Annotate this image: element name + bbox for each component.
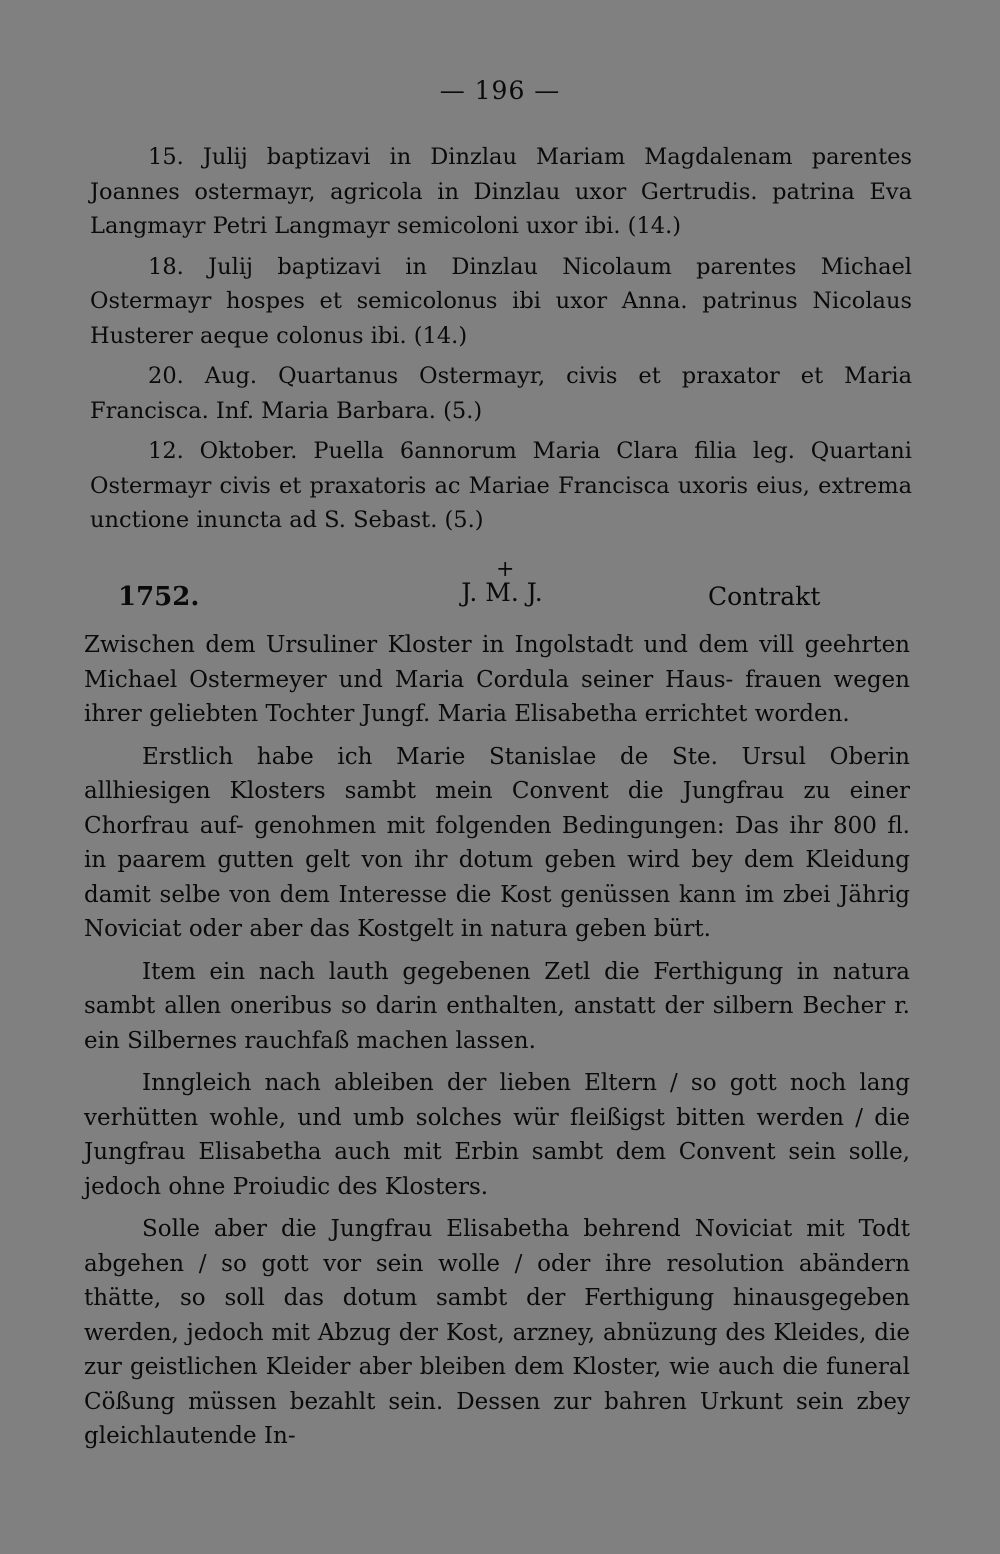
register-entry-july-15: 15. Julij baptizavi in Dinzlau Mariam Magdalenam parentes Joannes ostermayr, agricola in Dinzlau uxor Gertrudis. patrina Eva Langmayr Petri Langmayr semicoloni uxor ibi. (14.) — [90, 144, 912, 239]
register-entry-aug-20: 20. Aug. Quartanus Ostermayr, civis et praxator et Maria Francisca. Inf. Maria Barbara. (5.) — [90, 363, 912, 424]
baptism-register-entries — [90, 140, 912, 544]
cross-mark: + — [496, 557, 515, 582]
register-entry-oct-12: 12. Oktober. Puella 6annorum Maria Clara filia leg. Quartani Ostermayr civis et praxatoris ac Mariae Francisca uxoris eius, extrema unctione inuncta ad S. Sebast. (5.) — [90, 438, 912, 533]
heading-monogram — [452, 557, 552, 607]
contract-paragraph-intro: Zwischen dem Ursuliner Kloster in Ingolstadt und dem vill geehrten Michael Ostermeyer und Maria Cordula seiner Haus- frauen wegen ihrer geliebten Tochter Jungf. Maria Elisabetha errichtet worden. — [84, 632, 910, 727]
heading-contract-label: Contrakt — [708, 582, 821, 611]
contract-heading — [90, 557, 912, 620]
contract-paragraph-novitiate: Solle aber die Jungfrau Elisabetha behrend Noviciat mit Todt abgehen / so gott vor sein wolle / oder ihre resolution abändern thätte, so soll das dotum sambt der Ferthigung hinausgegeben werden, jedoch mit Abzug der Kost, arzney, abnüzung des Kleides, die zur geistlichen Kleider aber bleiben dem Kloster, wie auch die funeral Cößung müssen bezahlt sein. Dessen zur bahren Urkunt sein zbey gleichlautende In- — [84, 1216, 910, 1449]
contract-paragraph-first-condition: Erstlich habe ich Marie Stanislae de Ste. Ursul Oberin allhiesigen Klosters sambt mein Convent die Jungfrau zu einer Chorfrau auf- genohmen mit folgenden Bedingungen: Das ihr 800 fl. in paarem gutten gelt von ihr dotum geben wird bey dem Kleidung damit selbe von dem Interesse die Kost genüssen kann im zbei Jährig Noviciat oder aber das Kostgelt in natura geben bürt. — [84, 743, 910, 942]
monogram-text: J. M. J. — [461, 578, 543, 607]
page-number: — 196 — — [439, 76, 561, 105]
contract-body — [84, 628, 910, 1462]
contract-paragraph-item: Item ein nach lauth gegebenen Zetl die Ferthigung in natura sambt allen oneribus so darin enthalten, anstatt der silbern Becher r. ein Silbernes rauchfaß machen lassen. — [84, 958, 910, 1054]
heading-year: 1752. — [118, 582, 200, 612]
register-entry-july-18: 18. Julij baptizavi in Dinzlau Nicolaum parentes Michael Ostermayr hospes et semicolonus ibi uxor Anna. patrinus Nicolaus Husterer aeque colonus ibi. (14.) — [90, 253, 912, 349]
contract-paragraph-inheritance: Inngleich nach ableiben der lieben Eltern / so gott noch lang verhütten wohle, und umb solches wür fleißigst bitten werden / die Jungfrau Elisabetha auch mit Erbin sambt dem Convent sein solle, jedoch ohne Proiudic des Klosters. — [84, 1070, 910, 1200]
